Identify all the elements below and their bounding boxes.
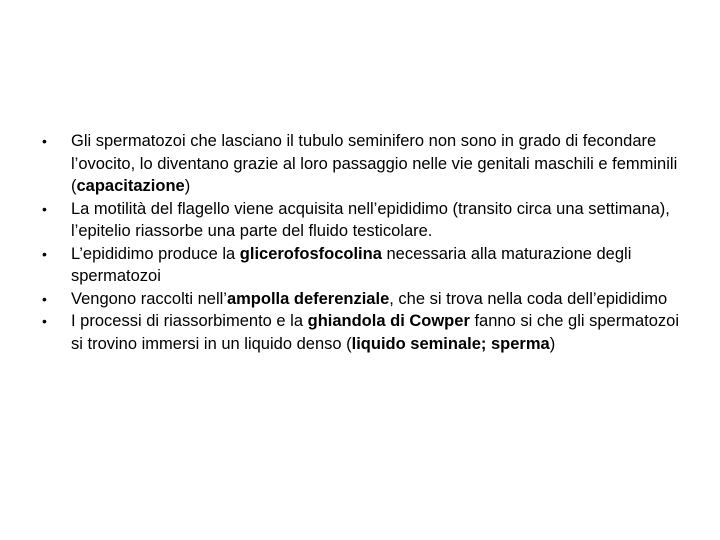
bullet-icon: • (42, 313, 47, 329)
bullet-icon: • (42, 290, 47, 307)
bullet-bold-term: liquido seminale; sperma (351, 334, 550, 353)
bullet-bold-term: ampolla deferenziale (226, 289, 390, 308)
bullet-text: Gli spermatozoi che lasciano il tubulo seminifero non sono in grado di fecondare l’ovocito, lo diventano grazie al loro passaggio nelle vie genitali maschili e femminili ( (71, 132, 678, 195)
bullet-text: Vengono raccolti nell’ (71, 289, 227, 308)
bullet-text: necessaria alla maturazione degli spermatozoi (71, 244, 632, 285)
bullet-item-cowper (42, 310, 692, 355)
bullet-item-motilita (42, 198, 692, 243)
bullet-text: fanno si che gli spermatozoi si trovino immersi in un liquido denso ( (71, 312, 679, 353)
bullet-text: L’epididimo produce la (71, 244, 240, 263)
bullet-icon: • (42, 200, 47, 217)
bullet-icon: • (42, 133, 47, 149)
bullet-bold-term: ghiandola di Cowper (307, 312, 470, 330)
bullet-text: I processi di riassorbimento e la (71, 312, 308, 330)
bullet-item-ampolla (42, 288, 692, 311)
bullet-bold-term: capacitazione (76, 177, 185, 195)
bullet-text: ) (549, 334, 556, 353)
bullet-icon: • (42, 245, 47, 262)
bullet-list (42, 130, 692, 355)
bullet-text: , che si trova nella coda dell’epididimo (389, 289, 668, 308)
bullet-text: ) (184, 177, 191, 195)
bullet-bold-term: glicerofosfocolina (239, 244, 382, 263)
bullet-item-capacitazione (42, 130, 692, 198)
bullet-text: La motilità del flagello viene acquisita nell’epididimo (transito circa una settimana), l’epitelio riassorbe una parte del fluido testicolare. (71, 199, 670, 240)
bullet-item-glicerofosfocolina (42, 243, 692, 288)
